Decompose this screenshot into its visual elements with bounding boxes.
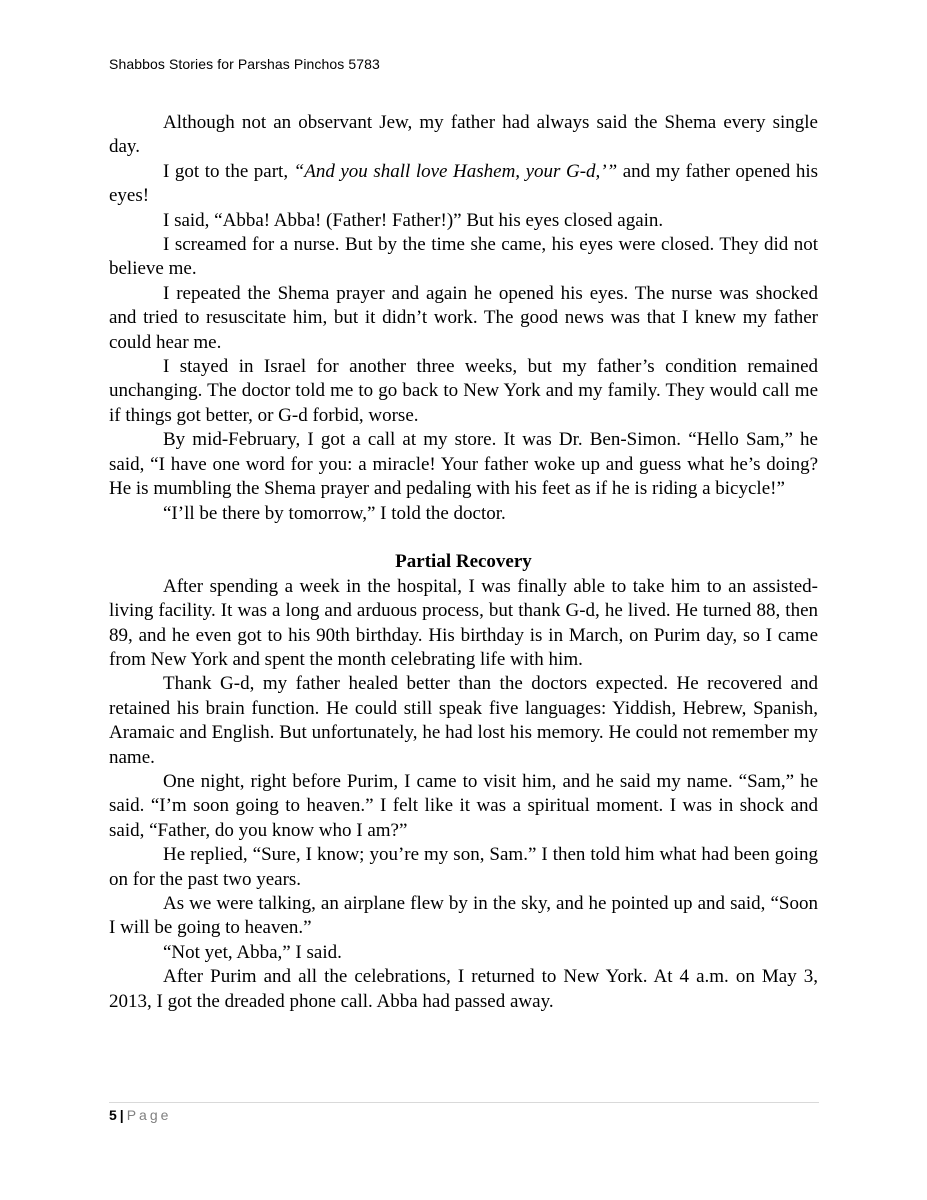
paragraph: I repeated the Shema prayer and again he opened his eyes. The nurse was shocked and tried to resuscitate him, but it didn’t work. The good news was that I knew my father could hear me. — [109, 282, 818, 353]
page-label: Page — [126, 1107, 172, 1123]
paragraph: I screamed for a nurse. But by the time she came, his eyes were closed. They did not believe me. — [109, 234, 818, 280]
footer-divider — [109, 1102, 819, 1103]
paragraph: After spending a week in the hospital, I was finally able to take him to an assisted-living facility. It was a long and arduous process, but thank G-d, he lived. He turned 88, then 89, and he even got to his 90th birthday. His birthday is in March, on Purim day, so I came from New York and spent the month celebrating life with him. — [109, 575, 818, 670]
page-footer — [109, 1107, 171, 1123]
paragraph: By mid-February, I got a call at my store. It was Dr. Ben-Simon. “Hello Sam,” he said, “I have one word for you: a miracle! Your father woke up and guess what he’s doing? He is mumbling the Shema prayer and pedaling with his feet as if he is riding a bicycle!” — [109, 429, 818, 500]
paragraph: He replied, “Sure, I know; you’re my son, Sam.” I then told him what had been going on for the past two years. — [109, 844, 818, 890]
paragraph: I said, “Abba! Abba! (Father! Father!)” But his eyes closed again. — [163, 209, 664, 231]
footer-separator: | — [119, 1107, 124, 1123]
paragraph: As we were talking, an airplane flew by in the sky, and he pointed up and said, “Soon I will be going to heaven.” — [109, 892, 818, 939]
body-text — [109, 111, 818, 1014]
paragraph-with-quote — [109, 160, 818, 209]
paragraph-text: I got to the part, — [163, 160, 294, 182]
paragraph: Thank G-d, my father healed better than the doctors expected. He recovered and retained his brain function. He could still speak five languages: Yiddish, Hebrew, Spanish, Aramaic and English. But unfortunately, he had lost his memory. He could not remember my name. — [109, 673, 818, 768]
running-header: Shabbos Stories for Parshas Pinchos 5783 — [109, 56, 380, 72]
paragraph: Although not an observant Jew, my father had always said the Shema every single day. — [109, 112, 818, 158]
paragraph: One night, right before Purim, I came to visit him, and he said my name. “Sam,” he said. “I’m soon going to heaven.” I felt like it was a spiritual moment. I was in shock and said, “Father, do you know who I am?” — [109, 770, 818, 841]
paragraph: I stayed in Israel for another three weeks, but my father’s condition remained unchanging. The doctor told me to go back to New York and my family. They would call me if things got better, or G-d forbid, worse. — [109, 356, 818, 426]
paragraph-text: and my father opened his eyes! — [109, 160, 818, 207]
section-heading: Partial Recovery — [395, 551, 532, 573]
paragraph: After Purim and all the celebrations, I returned to New York. At 4 a.m. on May 3, 2013, I got the dreaded phone call. Abba had passed away. — [109, 966, 818, 1012]
paragraph: “I’ll be there by tomorrow,” I told the doctor. — [163, 502, 506, 524]
italic-quote: “And you shall love Hashem, your G-d,’” — [293, 160, 618, 182]
page-number: 5 — [109, 1107, 117, 1123]
paragraph: “Not yet, Abba,” I said. — [163, 941, 342, 963]
